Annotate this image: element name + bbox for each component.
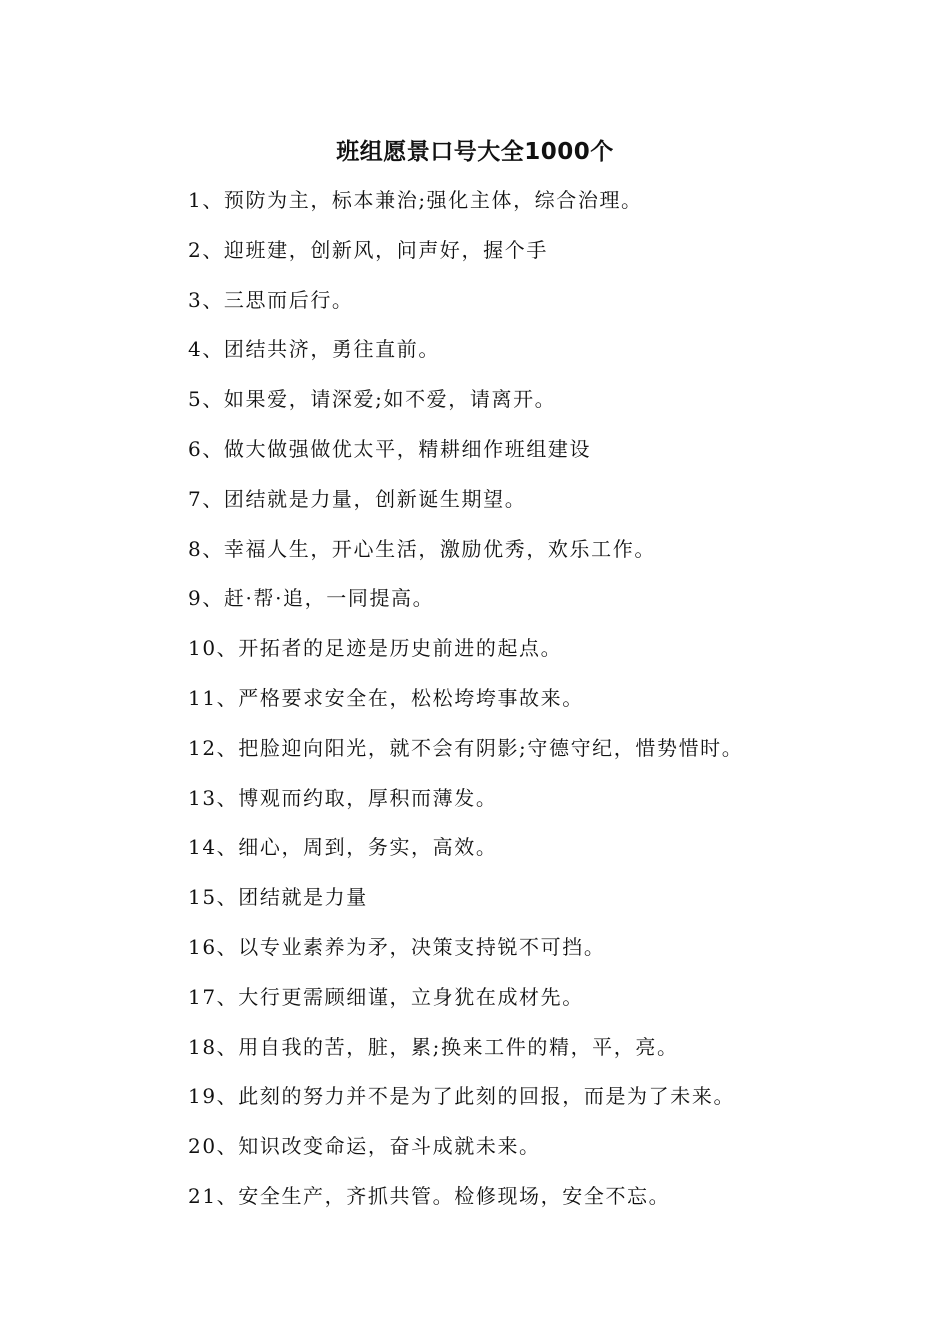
slogan-item: 19、此刻的努力并不是为了此刻的回报，而是为了未来。 — [188, 1084, 736, 1109]
slogan-item: 2、迎班建，创新风，问声好，握个手 — [188, 237, 548, 262]
slogan-item: 4、团结共济，勇往直前。 — [188, 337, 440, 362]
slogan-item: 13、博观而约取，厚积而薄发。 — [188, 785, 498, 810]
slogan-item: 6、做大做强做优太平，精耕细作班组建设 — [188, 436, 592, 461]
slogan-item: 14、细心，周到，务实，高效。 — [188, 835, 498, 860]
slogan-item: 7、团结就是力量，创新诞生期望。 — [188, 486, 527, 511]
slogan-item: 5、如果爱，请深爱;如不爱，请离开。 — [188, 387, 557, 412]
slogan-item: 11、严格要求安全在，松松垮垮事故来。 — [188, 685, 584, 710]
slogan-list — [188, 180, 888, 1226]
slogan-item: 12、把脸迎向阳光，就不会有阴影;守德守纪，惜势惜时。 — [188, 735, 744, 760]
slogan-item: 1、预防为主，标本兼治;强化主体，综合治理。 — [188, 188, 643, 212]
slogan-item: 17、大行更需顾细谨，立身犹在成材先。 — [188, 984, 584, 1009]
slogan-item: 21、安全生产，齐抓共管。检修现场，安全不忘。 — [188, 1183, 671, 1208]
slogan-item: 18、用自我的苦，脏，累;换来工件的精，平，亮。 — [188, 1034, 679, 1059]
slogan-item: 10、开拓者的足迹是历史前进的起点。 — [188, 636, 563, 661]
slogan-item: 9、赶·帮·追，一同提高。 — [188, 586, 435, 611]
slogan-item: 3、三思而后行。 — [188, 287, 354, 312]
slogan-item: 20、知识改变命运，奋斗成就未来。 — [188, 1134, 541, 1159]
document-title: 班组愿景口号大全1000个 — [336, 139, 614, 165]
slogan-item: 16、以专业素养为矛，决策支持锐不可挡。 — [188, 934, 606, 959]
slogan-item: 15、团结就是力量 — [188, 885, 368, 910]
slogan-item: 8、幸福人生，开心生活，激励优秀，欢乐工作。 — [188, 536, 656, 561]
